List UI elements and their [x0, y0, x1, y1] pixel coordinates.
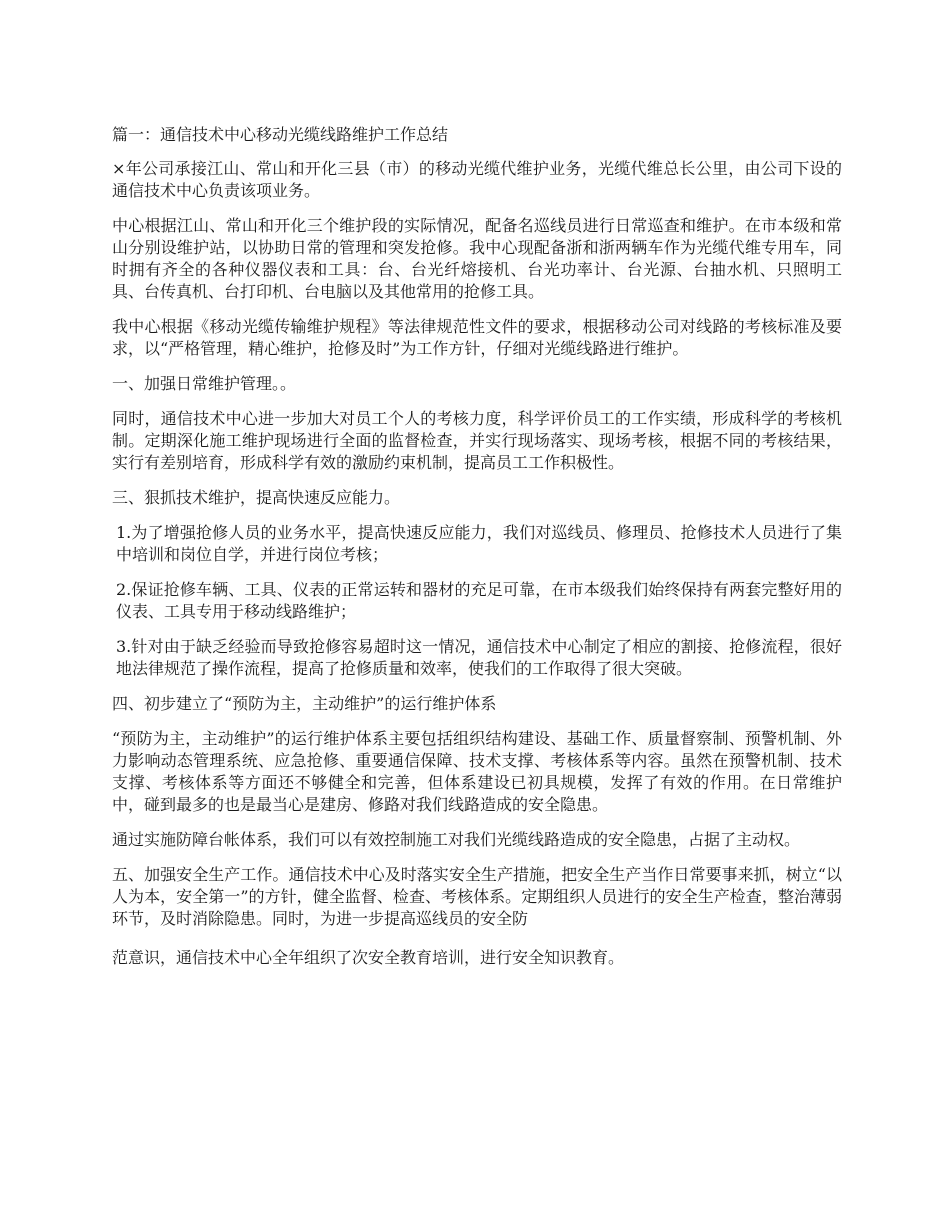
list-item-2: 2.保证抢修车辆、工具、仪表的正常运转和器材的充足可靠，在市本级我们始终保持有两套完整好用的仪表、工具专用于移动线路维护；	[116, 580, 842, 621]
document-title: 篇一：通信技术中心移动光缆线路维护工作总结	[112, 125, 449, 144]
paragraph-staffing: 中心根据江山、常山和开化三个维护段的实际情况，配备名巡线员进行日常巡查和维护。在市本级和常山分别设维护站，以协助日常的管理和突发抢修。我中心现配备浙和浙两辆车作为光缆代维专用车，同时拥有齐全的各种仪器仪表和工具：台、台光纤熔接机、台光功率计、台光源、台抽水机、只照明工具、台传真机、台打印机、台电脑以及其他常用的抢修工具。	[112, 216, 842, 301]
paragraph-prevention-system: “预防为主，主动维护”的运行维护体系主要包括组织结构建设、基础工作、质量督察制、预警机制、外力影响动态管理系统、应急抢修、重要通信保障、技术支撑、考核体系等内容。虽然在预警机制、技术支撑、考核体系等方面还不够健全和完善，但体系建设已初具规模，发挥了有效的作用。在日常维护中，碰到最多的也是最当心是建房、修路对我们线路造成的安全隐患。	[112, 729, 842, 814]
list-item-1: 1.为了增强抢修人员的业务水平，提高快速反应能力，我们对巡线员、修理员、抢修技术人员进行了集中培训和岗位自学，并进行岗位考核；	[116, 523, 842, 564]
section-heading-4: 四、初步建立了“预防为主，主动维护”的运行维护体系	[112, 694, 497, 713]
paragraph-ledger: 通过实施防障台帐体系，我们可以有效控制施工对我们光缆线路造成的安全隐患，占据了主动权。	[112, 830, 801, 849]
paragraph-safety: 五、加强安全生产工作。通信技术中心及时落实安全生产措施，把安全生产当作日常要事来抓，树立“以人为本，安全第一”的方针，健全监督、检查、考核体系。定期组织人员进行的安全生产检查，整治薄弱环节，及时消除隐患。同时，为进一步提高巡线员的安全防	[112, 865, 842, 928]
section-heading-3: 三、狠抓技术维护，提高快速反应能力。	[112, 488, 401, 507]
paragraph-intro: ×年公司承接江山、常山和开化三县（市）的移动光缆代维护业务，光缆代维总长公里，由公司下设的通信技术中心负责该项业务。	[112, 159, 842, 200]
paragraph-assessment: 同时，通信技术中心进一步加大对员工个人的考核力度，科学评价员工的工作实绩，形成科学的考核机制。定期深化施工维护现场进行全面的监督检查，并实行现场落实、现场考核，根据不同的考核结果，实行有差别培育，形成科学有效的激励约束机制，提高员工工作积极性。	[112, 409, 842, 472]
section-heading-1: 一、加强日常维护管理。。	[112, 374, 297, 393]
list-item-3: 3.针对由于缺乏经验而导致抢修容易超时这一情况，通信技术中心制定了相应的割接、抢修流程，很好地法律规范了操作流程，提高了抢修质量和效率，使我们的工作取得了很大突破。	[116, 637, 842, 678]
paragraph-safety-continued: 范意识，通信技术中心全年组织了次安全教育培训，进行安全知识教育。	[112, 948, 625, 967]
paragraph-policy: 我中心根据《移动光缆传输维护规程》等法律规范性文件的要求，根据移动公司对线路的考核标准及要求，以“严格管理，精心维护，抢修及时”为工作方针，仔细对光缆线路进行维护。	[112, 317, 842, 358]
document-body	[112, 124, 842, 982]
